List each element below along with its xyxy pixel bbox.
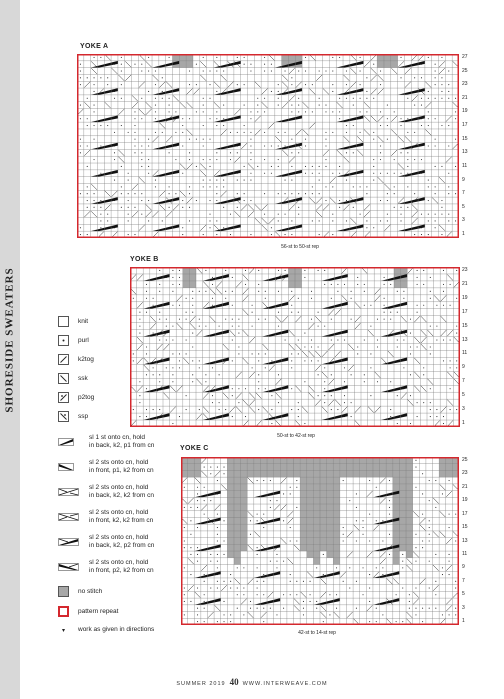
- row-number: 5: [462, 203, 465, 210]
- page-footer: SUMMER 2019 40 WWW.INTERWEAVE.COM: [176, 677, 328, 687]
- legend-p2tog: p2tog: [58, 392, 94, 403]
- legend-ssk: ssk: [58, 373, 88, 384]
- row-number: 13: [462, 537, 468, 544]
- row-number: 21: [462, 483, 468, 490]
- cable-front-p2-k2-icon: [58, 563, 84, 571]
- row-number: 5: [462, 591, 465, 598]
- pattern-repeat-icon: [58, 606, 69, 617]
- knit-icon: [58, 316, 69, 327]
- yoke-a-title: YOKE A: [80, 43, 109, 50]
- cable-front-k2-k2-icon: [58, 513, 84, 521]
- legend-cable-2: sl 2 sts onto cn, hold in front, p1, k2 from cn: [58, 459, 154, 475]
- purl-icon: [58, 335, 69, 346]
- yoke-c-row-numbers: [462, 457, 476, 625]
- row-number: 7: [462, 190, 465, 197]
- section-title: SHORESIDE SWEATERS: [4, 267, 17, 413]
- cable-back-k2-p1-icon: [58, 438, 84, 446]
- yoke-a-row-numbers: [462, 54, 476, 238]
- legend-cable-5: sl 2 sts onto cn, hold in back, k2, p2 from cn: [58, 534, 154, 550]
- legend-k2tog: k2tog: [58, 354, 94, 365]
- legend-cable-6: sl 2 sts onto cn, hold in front, p2, k2 from cn: [58, 559, 154, 575]
- row-number: 19: [462, 294, 468, 301]
- no-stitch-icon: [58, 586, 69, 597]
- row-number: 5: [462, 392, 465, 399]
- row-number: 9: [462, 564, 465, 571]
- row-number: 11: [462, 162, 468, 169]
- legend-no-stitch: no stitch: [58, 586, 102, 597]
- row-number: 1: [462, 618, 465, 625]
- cable-back-k2-p2-icon: [58, 538, 84, 546]
- row-number: 21: [462, 280, 468, 287]
- directions-icon: ▾: [61, 627, 65, 634]
- ssk-icon: [58, 373, 69, 384]
- row-number: 1: [462, 420, 465, 427]
- yoke-c-chart: [181, 457, 459, 625]
- row-number: 15: [462, 322, 468, 329]
- yoke-c-title: YOKE C: [180, 445, 209, 452]
- row-number: 27: [462, 53, 468, 60]
- row-number: 13: [462, 149, 468, 156]
- legend-purl: purl: [58, 335, 89, 346]
- row-number: 17: [462, 122, 468, 129]
- row-number: 23: [462, 470, 468, 477]
- row-number: 23: [462, 81, 468, 88]
- yoke-b-chart: [130, 267, 460, 427]
- legend-pattern-repeat: pattern repeat: [58, 606, 118, 617]
- ssp-icon: [58, 411, 69, 422]
- row-number: 1: [462, 231, 465, 238]
- row-number: 7: [462, 577, 465, 584]
- row-number: 3: [462, 406, 465, 413]
- p2tog-icon: [58, 392, 69, 403]
- row-number: 7: [462, 378, 465, 385]
- legend-knit: knit: [58, 316, 88, 327]
- row-number: 19: [462, 497, 468, 504]
- legend-directions: ▾ work as given in directions: [58, 626, 154, 634]
- yoke-b-title: YOKE B: [130, 256, 159, 263]
- row-number: 9: [462, 364, 465, 371]
- row-number: 13: [462, 336, 468, 343]
- row-number: 11: [462, 350, 468, 357]
- yoke-a-caption: 56-st to 50-st rep: [281, 244, 319, 250]
- row-number: 3: [462, 217, 465, 224]
- row-number: 25: [462, 67, 468, 74]
- row-number: 11: [462, 550, 468, 557]
- cable-back-k2-k2-icon: [58, 488, 84, 496]
- cable-front-p1-k2-icon: [58, 463, 84, 471]
- row-number: 21: [462, 94, 468, 101]
- legend-cable-3: sl 2 sts onto cn, hold in back, k2, k2 from cn: [58, 484, 154, 500]
- legend-cable-1: sl 1 st onto cn, hold in back, k2, p1 from cn: [58, 434, 154, 450]
- row-number: 19: [462, 108, 468, 115]
- row-number: 15: [462, 135, 468, 142]
- legend-cable-4: sl 2 sts onto cn, hold in front, k2, k2 from cn: [58, 509, 153, 525]
- k2tog-icon: [58, 354, 69, 365]
- legend-ssp: ssp: [58, 411, 88, 422]
- yoke-c-caption: 42-st to 14-st rep: [298, 630, 336, 636]
- yoke-b-row-numbers: [462, 267, 476, 427]
- row-number: 9: [462, 176, 465, 183]
- row-number: 17: [462, 510, 468, 517]
- yoke-a-chart: [77, 54, 459, 238]
- row-number: 3: [462, 604, 465, 611]
- row-number: 23: [462, 266, 468, 273]
- row-number: 15: [462, 524, 468, 531]
- row-number: 17: [462, 308, 468, 315]
- yoke-b-caption: 50-st to 42-st rep: [277, 433, 315, 439]
- row-number: 25: [462, 456, 468, 463]
